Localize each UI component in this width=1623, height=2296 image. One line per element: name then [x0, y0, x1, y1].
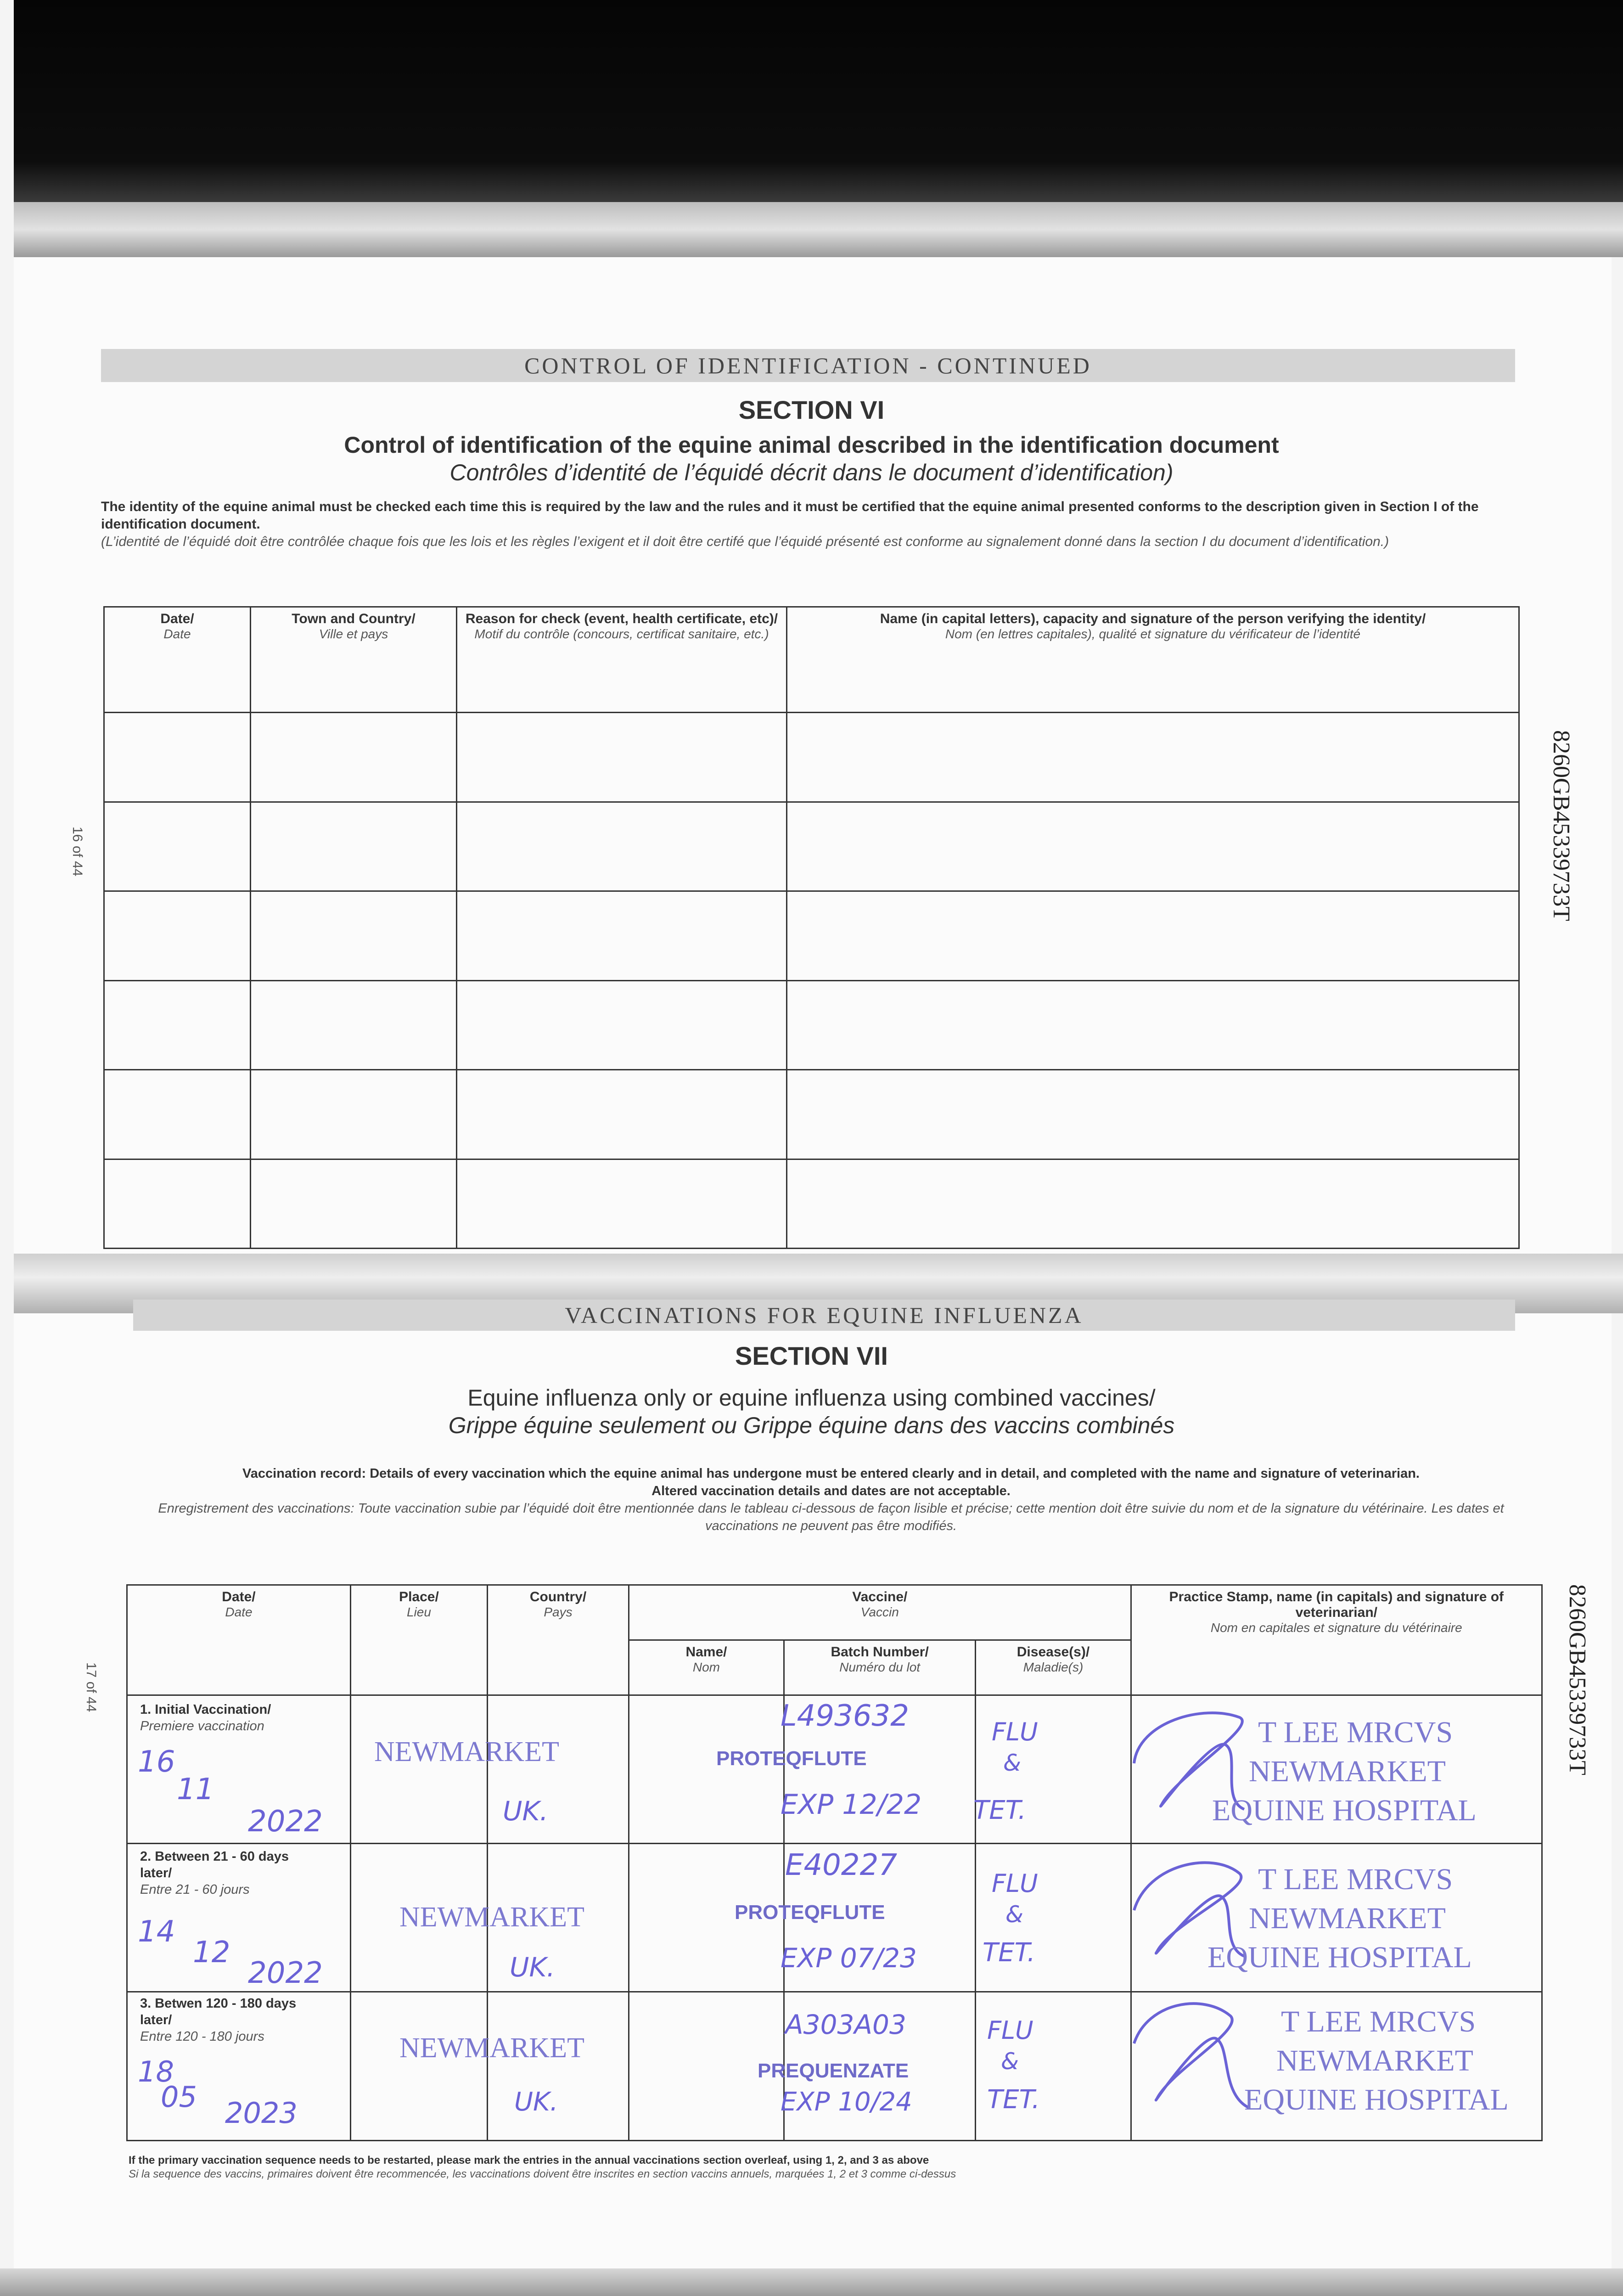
- row3-country: UK.: [514, 2087, 558, 2117]
- section7-title: SECTION VII: [735, 1341, 888, 1370]
- row1-expiry: EXP 12/22: [781, 1789, 922, 1821]
- col-vaccine: Vaccine/ Vaccin: [629, 1585, 1131, 1640]
- row2-expiry: EXP 07/23: [781, 1942, 917, 1974]
- footnote-en: If the primary vaccination sequence needs to be restarted, please mark the entries in the annual vaccinations section overleaf, using 1, 2, and 3 as above: [129, 2154, 929, 2167]
- row1-label: 1. Initial Vaccination/ Premiere vaccination: [140, 1702, 271, 1733]
- row1-stamp-line2: NEWMARKET: [1249, 1755, 1446, 1788]
- identity-check-table: [103, 606, 1520, 1249]
- col-verifier: Name (in capital letters), capacity and signature of the person verifying the identity/ Nom (en lettres capitales), qualité et signature du vérificateur de l’identité: [787, 607, 1519, 713]
- row1-month: 11: [177, 1773, 214, 1806]
- section7-footnote: [129, 2154, 1506, 2181]
- section6-intro: [101, 498, 1515, 551]
- col-place: Place/ Lieu: [350, 1585, 487, 1695]
- col-vacc-date: Date/ Date: [127, 1585, 351, 1695]
- passport-number-bottom: 8260GB45339733T: [1564, 1584, 1590, 1775]
- row2-stamp-line3: EQUINE HOSPITAL: [1207, 1941, 1472, 1974]
- page-number-16: 16 of 44: [70, 827, 85, 877]
- row3-disease-2: &: [1001, 2048, 1019, 2075]
- row3-disease-1: FLU: [987, 2016, 1033, 2045]
- row2-place: NEWMARKET: [399, 1902, 584, 1933]
- page-number-17: 17 of 44: [84, 1662, 99, 1712]
- section7-heading-en: Equine influenza only or equine influenza using combined vaccines/: [467, 1385, 1156, 1411]
- col-town: Town and Country/ Ville et pays: [251, 607, 457, 713]
- book-edge: [14, 202, 1623, 257]
- row1-place: NEWMARKET: [374, 1736, 559, 1767]
- row2-year: 2022: [248, 1956, 323, 1990]
- table-row: [104, 1070, 1519, 1159]
- section6-intro-fr: (L’identité de l’équidé doit être contrôlée chaque fois que les lois et les règles l’exigent et il doit être certifé que l’équidé présenté est conforme au signalement donné dans la section I du document d’identification.): [101, 534, 1389, 549]
- col-disease: Disease(s)/ Maladie(s): [976, 1640, 1131, 1695]
- table-row: [104, 891, 1519, 981]
- row3-stamp-line2: NEWMARKET: [1276, 2044, 1473, 2077]
- row2-stamp-line2: NEWMARKET: [1249, 1902, 1446, 1935]
- table-row: [104, 713, 1519, 802]
- section6-title: SECTION VI: [738, 395, 885, 424]
- row3-batch: A303A03: [785, 2009, 906, 2040]
- row2-disease-3: TET.: [983, 1938, 1035, 1968]
- row3-year: 2023: [225, 2096, 298, 2130]
- table-row: [104, 802, 1519, 891]
- row1-disease-1: FLU: [992, 1717, 1038, 1746]
- row1-day: 16: [138, 1745, 175, 1779]
- section6-heading-fr: Contrôles d’identité de l’équidé décrit dans le document d’identification): [449, 460, 1174, 485]
- row1-batch: L493632: [781, 1699, 909, 1733]
- row2-disease-1: FLU: [992, 1869, 1038, 1898]
- row3-disease-3: TET.: [987, 2085, 1040, 2115]
- row3-place: NEWMARKET: [399, 2032, 584, 2064]
- row1-stamp-line3: EQUINE HOSPITAL: [1212, 1794, 1477, 1827]
- section7-intro-en2: Altered vaccination details and dates are not acceptable.: [651, 1484, 1011, 1498]
- row2-month: 12: [193, 1936, 230, 1970]
- section7-intro-fr: Enregistrement des vaccinations: Toute vaccination subie par l’équidé doit être mentionnée dans le tableau ci-dessous de façon lisible et précise; cette mention doit être suivie du nom et de la signature du vétérinaire. Les dates et vaccinations ne peuvent pas être modifiés.: [158, 1501, 1504, 1533]
- col-vaccine-name: Name/ Nom: [629, 1640, 784, 1695]
- section6-intro-en: The identity of the equine animal must be checked each time this is required by the law and the rules and it must be certified that the equine animal presented conforms to the description given in Section I of the identification document.: [101, 499, 1479, 532]
- row3-label: 3. Betwen 120 - 180 days later/ Entre 120 - 180 jours: [140, 1996, 297, 2044]
- section7-intro: [124, 1465, 1538, 1535]
- row1-disease-3: TET.: [973, 1795, 1026, 1825]
- row2-batch: E40227: [785, 1848, 898, 1882]
- passport-number-top: 8260GB45339733T: [1548, 730, 1574, 921]
- row1-disease-2: &: [1003, 1750, 1021, 1776]
- row3-day: 18: [138, 2055, 174, 2088]
- section6-banner: CONTROL OF IDENTIFICATION - CONTINUED: [101, 349, 1515, 382]
- col-stamp: Practice Stamp, name (in capitals) and signature of veterinarian/ Nom en capitales et signature du vétérinaire: [1131, 1585, 1542, 1695]
- row3-vet-signature: [1116, 1988, 1263, 2117]
- col-country: Country/ Pays: [487, 1585, 629, 1695]
- section6-heading-en: Control of identification of the equine animal described in the identification document: [344, 432, 1279, 458]
- col-batch: Batch Number/ Numéro du lot: [784, 1640, 976, 1695]
- col-reason: Reason for check (event, health certificate, etc)/ Motif du contrôle (concours, certificat sanitaire, etc.): [457, 607, 787, 713]
- row1-country: UK.: [503, 1795, 548, 1827]
- row3-stamp-line3: EQUINE HOSPITAL: [1244, 2083, 1509, 2116]
- table-row: [104, 1159, 1519, 1249]
- row3-month: 05: [161, 2080, 197, 2114]
- row2-disease-2: &: [1005, 1901, 1023, 1928]
- scan-bottom-edge: [0, 2268, 1623, 2296]
- row2-day: 14: [138, 1915, 175, 1949]
- col-date: Date/ Date: [104, 607, 251, 713]
- row2-stamp-line1: T LEE MRCVS: [1258, 1863, 1453, 1896]
- row3-stamp-line1: T LEE MRCVS: [1281, 2005, 1476, 2038]
- row1-year: 2022: [248, 1805, 323, 1839]
- row1-stamp-line1: T LEE MRCVS: [1258, 1716, 1453, 1749]
- row1-vaccine: PROTEQFLUTE: [716, 1747, 867, 1770]
- section7-intro-en: Vaccination record: Details of every vaccination which the equine animal has undergone must be entered clearly and in detail, and completed with the name and signature of veterinarian.: [242, 1466, 1420, 1481]
- section7-banner: VACCINATIONS FOR EQUINE INFLUENZA: [133, 1300, 1515, 1331]
- row3-vaccine: PREQUENZATE: [758, 2060, 909, 2082]
- row2-country: UK.: [510, 1952, 555, 1983]
- section7-heading-fr: Grippe équine seulement ou Grippe équine dans des vaccins combinés: [448, 1412, 1175, 1438]
- footnote-fr: Si la sequence des vaccins, primaires doivent être recommencée, les vaccinations doivent être inscrites en section vaccins annuels, marquées 1, 2 et 3 comme ci-dessus: [129, 2168, 956, 2180]
- row2-label: 2. Between 21 - 60 days later/ Entre 21 - 60 jours: [140, 1849, 289, 1897]
- scan-dark-top: [14, 0, 1623, 202]
- table-row: [104, 980, 1519, 1070]
- row2-vaccine: PROTEQFLUTE: [735, 1901, 885, 1924]
- row3-expiry: EXP 10/24: [781, 2087, 912, 2117]
